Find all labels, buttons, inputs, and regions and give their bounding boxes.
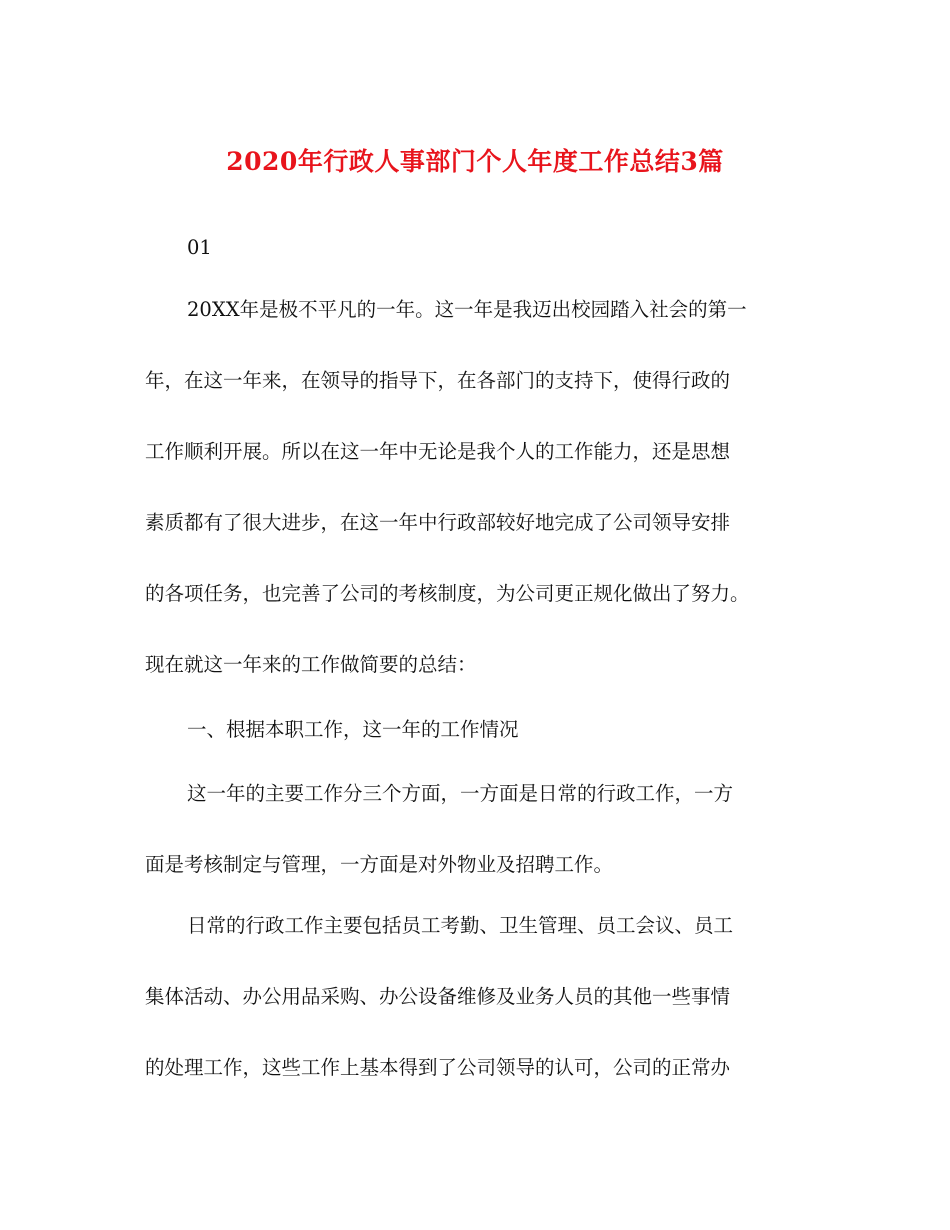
body-line: 工作顺利开展。所以在这一年中无论是我个人的工作能力，还是思想 [145,440,731,463]
body-line: 的各项任务，也完善了公司的考核制度，为公司更正规化做出了努力。 [145,582,750,605]
section-number: 01 [187,236,212,259]
body-line: 日常的行政工作主要包括员工考勤、卫生管理、员工会议、员工 [187,914,734,937]
section-heading: 一、根据本职工作，这一年的工作情况 [187,718,519,741]
body-line: 这一年的主要工作分三个方面，一方面是日常的行政工作，一方 [187,782,734,805]
body-line: 面是考核制定与管理，一方面是对外物业及招聘工作。 [145,853,614,876]
body-line: 的处理工作，这些工作上基本得到了公司领导的认可，公司的正常办 [145,1056,731,1079]
body-line: 年，在这一年来，在领导的指导下，在各部门的支持下，使得行政的 [145,369,731,392]
body-line: 素质都有了很大进步，在这一年中行政部较好地完成了公司领导安排 [145,511,731,534]
body-line: 现在就这一年来的工作做简要的总结： [145,653,477,676]
document-title: 2020年行政人事部门个人年度工作总结3篇 [226,147,724,176]
body-line: 20XX年是极不平凡的一年。这一年是我迈出校园踏入社会的第一 [187,298,747,321]
body-line: 集体活动、办公用品采购、办公设备维修及业务人员的其他一些事情 [145,985,731,1008]
